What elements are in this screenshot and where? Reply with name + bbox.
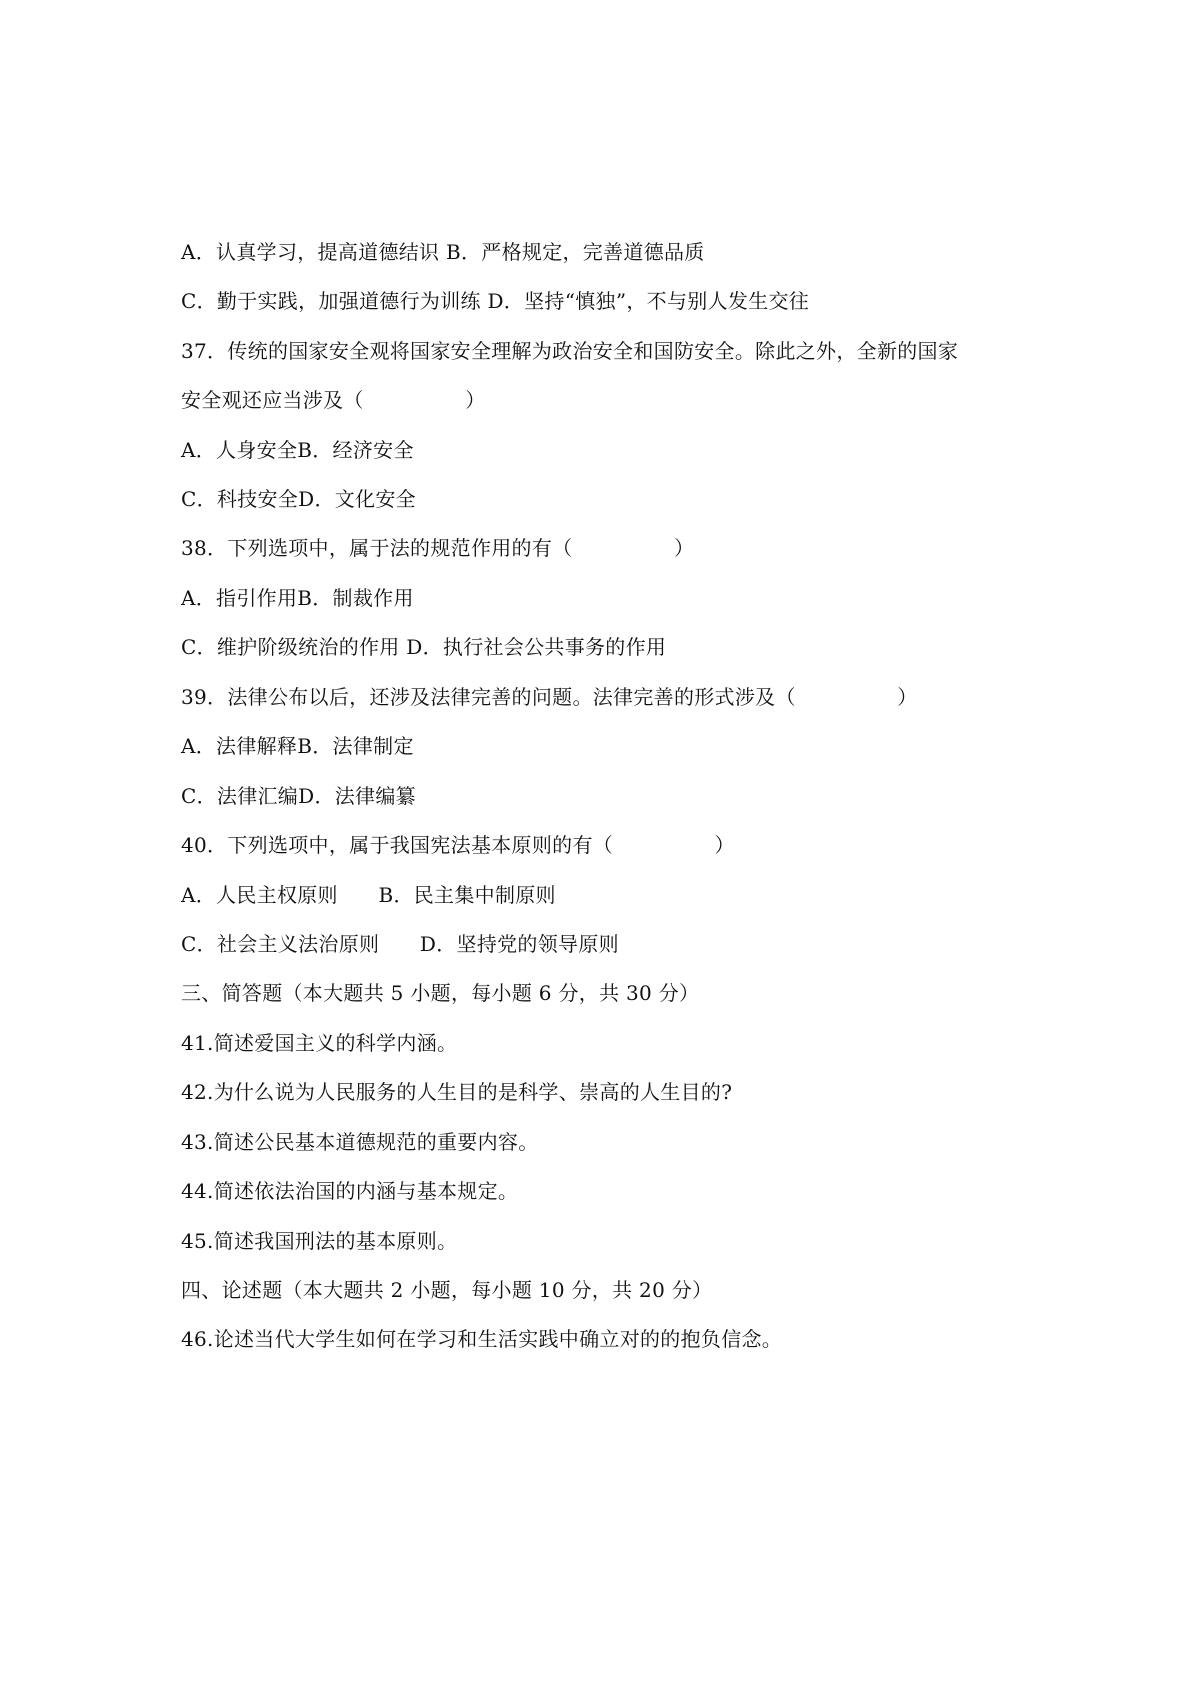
question-39: 39．法律公布以后，还涉及法律完善的问题。法律完善的形式涉及（ ）: [181, 685, 918, 709]
option-line-38-cd: C．维护阶级统治的作用 D．执行社会公共事务的作用: [181, 635, 667, 659]
option-line-40-ab: A．人民主权原则 B．民主集中制原则: [181, 883, 556, 907]
option-line-37-cd: C．科技安全D．文化安全: [181, 487, 416, 511]
option-line-39-ab: A．法律解释B．法律制定: [181, 734, 414, 758]
question-41: 41.简述爱国主义的科学内涵。: [181, 1031, 458, 1055]
question-38: 38．下列选项中，属于法的规范作用的有（ ）: [181, 536, 695, 560]
option-line-36-ab: A．认真学习，提高道德结识 B．严格规定，完善道德品质: [181, 240, 705, 264]
question-42: 42.为什么说为人民服务的人生目的是科学、崇高的人生目的?: [181, 1080, 733, 1104]
question-37-line-1: 37．传统的国家安全观将国家安全理解为政治安全和国防安全。除此之外，全新的国家: [181, 339, 959, 363]
question-44: 44.简述依法治国的内涵与基本规定。: [181, 1179, 519, 1203]
option-line-40-cd: C．社会主义法治原则 D．坚持党的领导原则: [181, 932, 619, 956]
option-line-36-cd: C．勤于实践，加强道德行为训练 D．坚持“慎独”，不与别人发生交往: [181, 289, 810, 313]
option-line-37-ab: A．人身安全B．经济安全: [181, 438, 414, 462]
question-46: 46.论述当代大学生如何在学习和生活实践中确立对的的抱负信念。: [181, 1327, 783, 1351]
question-37-line-2: 安全观还应当涉及（ ）: [181, 388, 486, 412]
question-45: 45.简述我国刑法的基本原则。: [181, 1229, 458, 1253]
option-line-38-ab: A．指引作用B．制裁作用: [181, 586, 414, 610]
section-heading-short-answer: 三、简答题（本大题共 5 小题，每小题 6 分，共 30 分）: [181, 981, 700, 1005]
option-line-39-cd: C．法律汇编D．法律编纂: [181, 784, 416, 808]
section-heading-essay: 四、论述题（本大题共 2 小题，每小题 10 分，共 20 分）: [181, 1278, 713, 1302]
question-43: 43.简述公民基本道德规范的重要内容。: [181, 1130, 539, 1154]
question-40: 40．下列选项中，属于我国宪法基本原则的有（ ）: [181, 833, 735, 857]
